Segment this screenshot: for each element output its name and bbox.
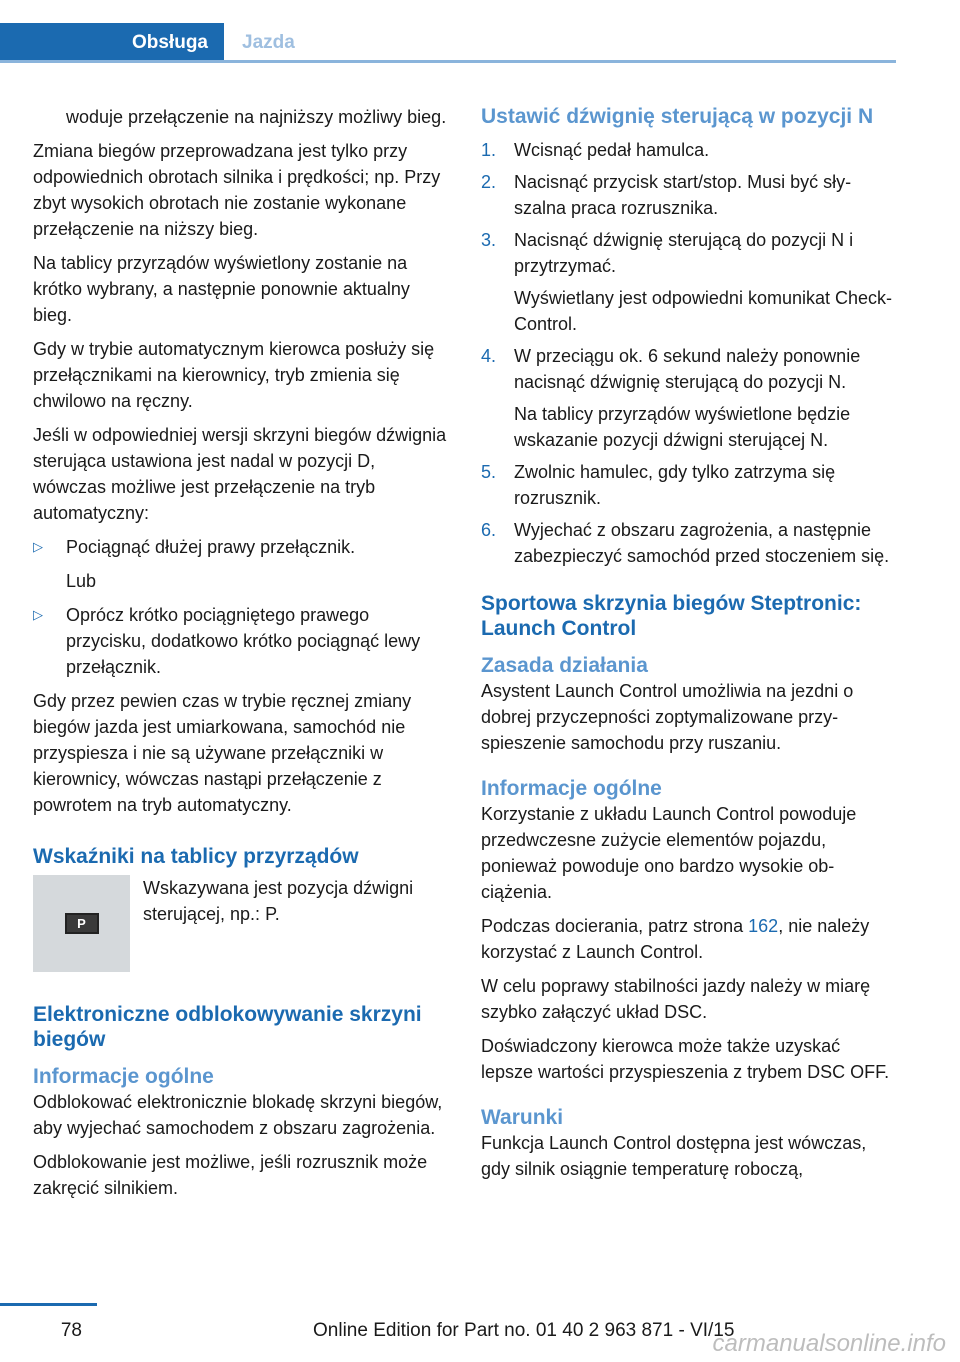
indicator-description: Wskazywana jest pozycja dźwigni sterującej, np.: P. [143,878,414,924]
step-text: Nacisnąć dźwignię sterującą do pozycji N i przytrzymać. [514,230,854,276]
subsection-heading: Informacje ogólne [481,777,662,800]
paragraph: Gdy przez pewien czas w trybie ręcznej zmiany biegów jazda jest umiarkowana, samochód nie przyspiesza i nie są używane przełączniki w kierownicy, wówczas nastąpi przełączenie z powrotem na tryb automatyczny. [33,691,412,815]
triangle-bullet-icon: ▷ [33,607,43,622]
paragraph: Na tablicy przyrządów wyświetlony zostanie na krótko wybrany, a następnie ponownie aktualny bieg. [33,253,410,325]
paragraph: Korzystanie z układu Launch Control powoduje przedwczesne zużycie elementów pojazdu, ponieważ powoduje ono bardzo wysokie obciążenia. [481,804,857,902]
paragraph: Zmiana biegów przeprowadzana jest tylko przy odpowiednich obrotach silnika i prędkości; np. Przy zbyt wysokich obrotach nie zostanie wykonane przełączenie na niższy bieg. [33,141,441,239]
subsection-heading: Warunki [481,1106,564,1129]
right-column [481,104,896,1190]
paragraph: Gdy w trybie automatycznym kierowca posłuży się przełącznikami na kierownicy, tryb zmienia się chwilowo na ręczny. [33,339,435,411]
step-number: 6. [481,520,497,540]
paragraph: Odblokowanie jest możliwe, jeśli rozrusznik może zakręcić silnikiem. [33,1152,428,1198]
bullet-text: Oprócz krótko pociągniętego prawego przycisku, dodatkowo krótko pociągnąć lewy przełącznik. [66,605,421,677]
edition-note: Online Edition for Part no. 01 40 2 963 871 - VI/15 [313,1320,735,1341]
left-column [33,104,448,1209]
list-item [481,517,896,569]
list-item [481,227,896,337]
watermark: carmanualsonline.info [712,1330,946,1357]
paragraph [481,913,896,965]
step-text: Wcisnąć pedał hamulca. [514,140,710,160]
tab-jazda[interactable]: Jazda [242,31,295,53]
triangle-bullet-icon: ▷ [33,539,43,554]
tab-obsluga[interactable]: Obsługa [0,23,224,62]
bullet-item [33,602,448,680]
subsection-heading: Informacje ogólne [33,1065,214,1088]
footer-divider [0,1303,97,1306]
list-item [481,459,896,511]
subsection-heading: Ustawić dźwignię sterującą w pozycji N [481,105,874,128]
indicator-block [33,875,448,972]
header-divider [0,60,896,63]
paragraph-text: , nie należy korzystać z Launch Control. [481,916,870,962]
bullet-item [33,534,448,594]
step-subtext: Wyświetlany jest odpowiedni komunikat Check-Control. [514,288,892,334]
step-subtext: Na tablicy przyrządów wyświetlone będzie wskazanie pozycji dźwigni sterującej N. [514,404,851,450]
section-heading: Sportowa skrzynia biegów Steptronic: Launch Control [481,592,862,640]
paragraph: W celu poprawy stabilności jazdy należy w miarę szybko załączyć układ DSC. [481,976,871,1022]
section-heading: Wskaźniki na tablicy przyrządów [33,845,359,868]
step-text: W przeciągu ok. 6 sekund należy ponownie nacisnąć dźwignię sterującą do pozycji N. [514,346,861,392]
paragraph: Doświadczony kierowca może także uzyskać lepsze wartości przyspieszenia z trybem DSC OFF. [481,1036,890,1082]
list-item [481,169,896,221]
page-number: 78 [60,1320,82,1341]
step-number: 1. [481,140,497,160]
step-text: Wyjechać z obszaru zagrożenia, a następnie zabezpieczyć samochód przed stoczeniem się. [514,520,890,566]
paragraph: Odblokować elektronicznie blokadę skrzyni biegów, aby wyjechać samochodem z obszaru zagrożenia. [33,1092,443,1138]
step-number: 3. [481,230,497,250]
section-heading: Elektroniczne odblokowywanie skrzyni biegów [33,1003,422,1051]
step-number: 4. [481,346,497,366]
park-indicator-icon: P [65,913,99,934]
paragraph: Jeśli w odpowiedniej wersji skrzyni biegów dźwignia sterująca ustawiona jest nadal w pozycji D, wówczas możliwe jest przełączenie na tryb automatyczny: [33,425,447,523]
bullet-text: Pociągnąć dłużej prawy przełącznik. [66,537,356,557]
list-item [481,137,896,163]
step-number: 2. [481,172,497,192]
list-item [481,343,896,453]
paragraph-text: Podczas docierania, patrz strona [481,916,749,936]
step-number: 5. [481,462,497,482]
paragraph: Asystent Launch Control umożliwia na jezdni o dobrej przyczepności zoptymalizowane przyspieszenie samochodu przy ruszaniu. [481,681,854,753]
paragraph: woduje przełączenie na najniższy możliwy bieg. [66,107,447,127]
paragraph: Funkcja Launch Control dostępna jest wówczas, gdy silnik osiągnie temperaturę roboczą, [481,1133,867,1179]
subsection-heading: Zasada działania [481,654,648,677]
step-list [481,137,896,569]
header-tabbar [0,0,896,62]
gear-indicator-image [33,875,130,972]
bullet-subtext: Lub [66,571,97,591]
step-text: Zwolnic hamulec, gdy tylko zatrzyma się rozrusznik. [514,462,836,508]
page-link[interactable]: 162 [748,916,779,936]
step-text: Nacisnąć przycisk start/stop. Musi być słyszalna praca rozrusznika. [514,172,852,218]
